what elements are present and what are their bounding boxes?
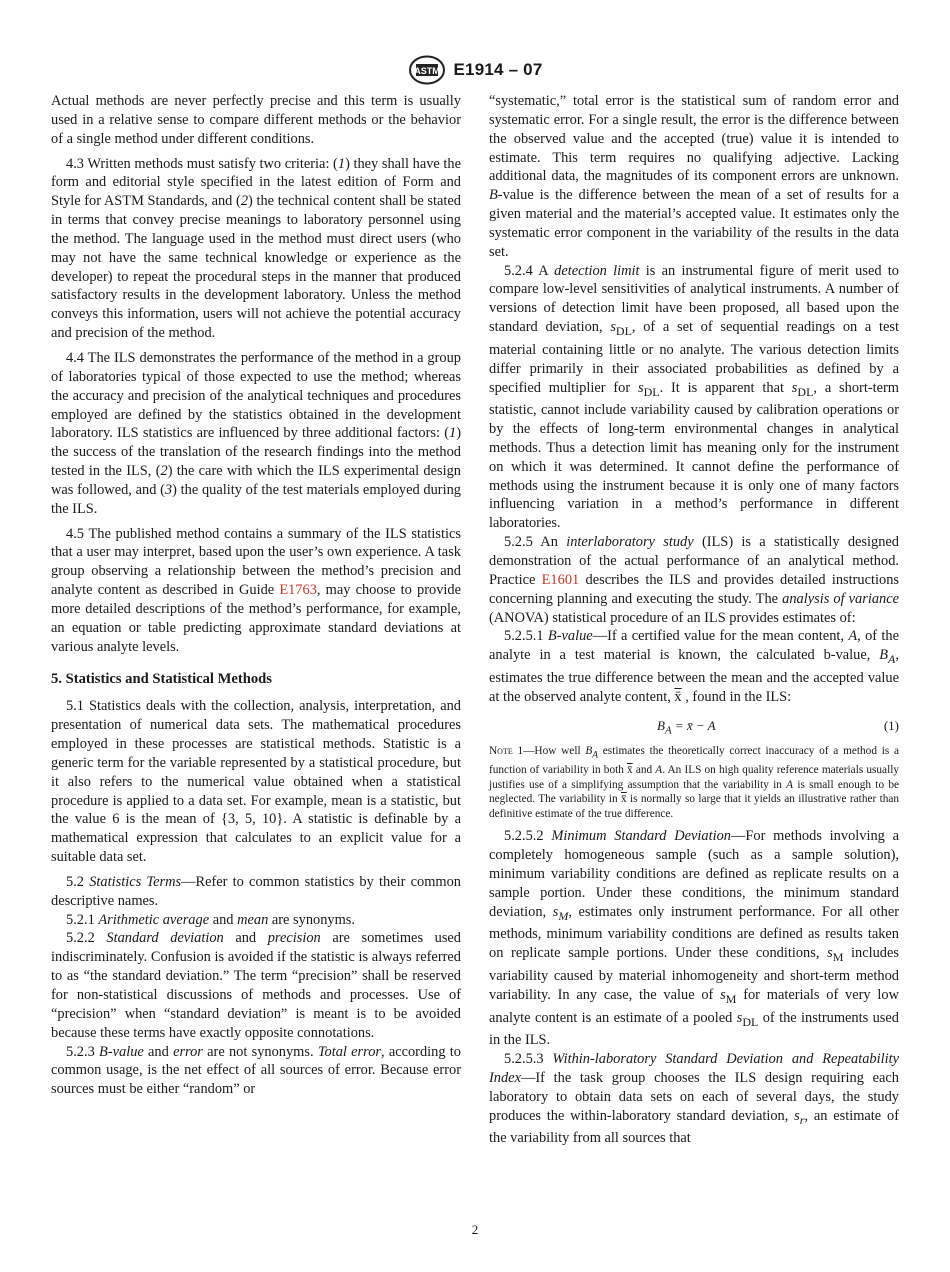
page-header xyxy=(0,52,950,88)
section-4-4: 4.4 The ILS demonstrates the performance of the method in a group of laboratories typical of those expected to use the method; whereas the accuracy and precision of the analytical techniques and procedures employed are defined by the statistics obtained in the development laboratory. ILS statistics are influenced by three additional factors: (1) the success of the translation of the research findings into the method tested in the ILS, (2) the care with which the ILS experimental design was followed, and (3) the quality of the test materials employed during the ILS. xyxy=(51,349,461,517)
right-column xyxy=(489,92,899,1148)
equation-1: $B_A$ = x̄ − A (1) xyxy=(489,717,899,740)
paragraph: Actual methods are never perfectly precise and this term is usually used in a relative sense to compare different methods or the behavior of a single method under different conditions. xyxy=(51,93,461,147)
section-5-heading: 5. Statistics and Statistical Methods xyxy=(51,671,272,688)
equation-number: (1) xyxy=(883,717,899,733)
page-number: 2 xyxy=(471,1222,479,1237)
left-column xyxy=(51,92,461,1099)
note-1: Note 1—How well $B_A$ estimates the theoretically correct inaccuracy of a method is a function of variability in both x̄ and A. An ILS on high quality reference materials usually justifies use of a simplifying assumption that the variability in A is small enough to be neglected. The variability in x̄ is normally so large that it yields an illustrative rather than definitive estimate of the true difference. xyxy=(489,745,900,820)
section-5-2-4: 5.2.4 A detection limit is an instrumental figure of merit used to compare low-level sensitivities of analytical instruments. A number of versions of detection limit have been proposed, all based upon the standard deviation, $s_{DL}$, of a set of sequential readings on a test material containing little or no analyte. The various detection limits differ primarily in their associated probabilities as defined by a specified multiplier for $s_{DL}$. It is apparent that $s_{DL}$, a short-term statistic, cannot include variability caused by calibration operations or by the effects of long-term environmental changes in analytical methods. Thus a detection limit has meaning only for the instrument on which it was determined. It cannot define the performance of methods using the instrument because it is only one of many factors influencing variation in a method’s performance in different laboratories. xyxy=(489,262,899,532)
e1763-link[interactable]: E1763 xyxy=(279,582,317,599)
section-5-1: 5.1 Statistics deals with the collection, analysis, interpretation, and presentation of numerical data sets. The mathematical procedures employed in these processes are statistical methods. Statistic is a generic term for the variable represented by a statistical procedure, but it also refers to the numerical value obtained when a statistical procedure is applied to a data set. For example, mean is a statistic, but the value 6 is the mean of {3, 5, 10}. A statistic is definable by a mathematical expression that calculates to an explicit value for a suitable data set. xyxy=(51,698,461,866)
section-5-2-1: 5.2.1 Arithmetic average and mean are synonyms. xyxy=(66,911,356,928)
section-5-2-5: 5.2.5 An interlaboratory study (ILS) is a statistically designed demonstration of the actual performance of an analytical method. Practice E1601 describes the ILS and provides detailed instructions concerning planning and executing the study. The analysis of variance (ANOVA) statistical procedure of an ILS provides estimates of: xyxy=(489,534,899,626)
section-5-2: 5.2 Statistics Terms—Refer to common statistics by their common descriptive names. xyxy=(51,873,461,909)
svg-text:ASTM: ASTM xyxy=(413,66,440,76)
section-5-2-5-1: 5.2.5.1 B-value—If a certified value for the mean content, A, of the analyte in a test material is known, the calculated b-value, $B_A$, estimates the true difference between the mean and the accepted value at the observed analyte content, x̄ , found in the ILS: xyxy=(489,628,899,705)
section-4-3: 4.3 Written methods must satisfy two criteria: (1) they shall have the form and editorial style specified in the latest edition of Form and Style for ASTM Standards, and (2) the technical content shall be stated in terms that convey precise meanings to laboratory personnel using the method. The language used in the method must direct users (who may not have the same technical knowledge or experience as the developer) to repeat the procedural steps in the manner that produced satisfactory results in the development laboratory. Unless the method conveys this information, users will not achieve the potential accuracy and precision of the method. xyxy=(51,155,462,342)
section-4-5: 4.5 The published method contains a summary of the ILS statistics that a user may interpret, based upon the user’s own experience. A task group observing a relationship between the method’s precision and analyte content as described in Guide E1763, may choose to provide more detailed descriptions of the method’s performance, for example, an equation or table predicting approximate standard deviations at various analyte levels. xyxy=(51,525,461,655)
astm-logo-icon xyxy=(408,55,446,85)
e1601-link[interactable]: E1601 xyxy=(541,571,580,588)
standard-designation: E1914 – 07 xyxy=(453,60,543,79)
section-5-2-3: 5.2.3 B-value and error are not synonyms. Total error, according to common usage, is the net effect of all sources of error. Because error sources must be either “random” or xyxy=(51,1043,461,1098)
section-5-2-2: 5.2.2 Standard deviation and precision are sometimes used indiscriminately. Confusion is avoided if the statistic is always referred to as “the standard deviation.” The term “precision” shall be reserved for non-statistical discussions of methods and processes. Use of “precision” when “standard deviation” is meant is to be avoided because these terms have exactly opposite connotations. xyxy=(51,930,462,1041)
section-5-2-5-2: 5.2.5.2 Minimum Standard Deviation—For methods involving a completely homogeneous sample (such as a sample solution), minimum variability conditions are defined as replicate results on a sample portion. Under these conditions, the minimum standard deviation, $s_M$, estimates only instrument performance. For all other methods, minimum variability conditions are defined as results taken on replicate sample portions. Under these conditions, $s_M$ includes variability caused by material inhomogeneity and short-term method variability. In any case, the value of $s_M$ for materials of very low analyte content is an estimate of a pooled $s_{DL}$ of the instruments used in the ILS. xyxy=(489,828,899,1049)
section-5-2-5-3: 5.2.5.3 Within-laboratory Standard Deviation and Repeatability Index—If the task group chooses the ILS design requiring each laboratory to obtain data sets on each of several days, the study produces the within-laboratory standard deviation, $s_r$, an estimate of the variability from all sources that xyxy=(489,1051,899,1147)
paragraph: “systematic,” total error is the statistical sum of random error and systematic error. For a single result, the error is the difference between the observed value and the accepted (true) value it is intended to estimate. This term requires no qualifying adjective. Lacking additional data, the magnitudes of its component errors are unknown. B-value is the difference between the mean of a set of results for a given material and the material’s accepted value. It estimates only the systematic error component in the variability of the results in the data set. xyxy=(489,93,899,260)
